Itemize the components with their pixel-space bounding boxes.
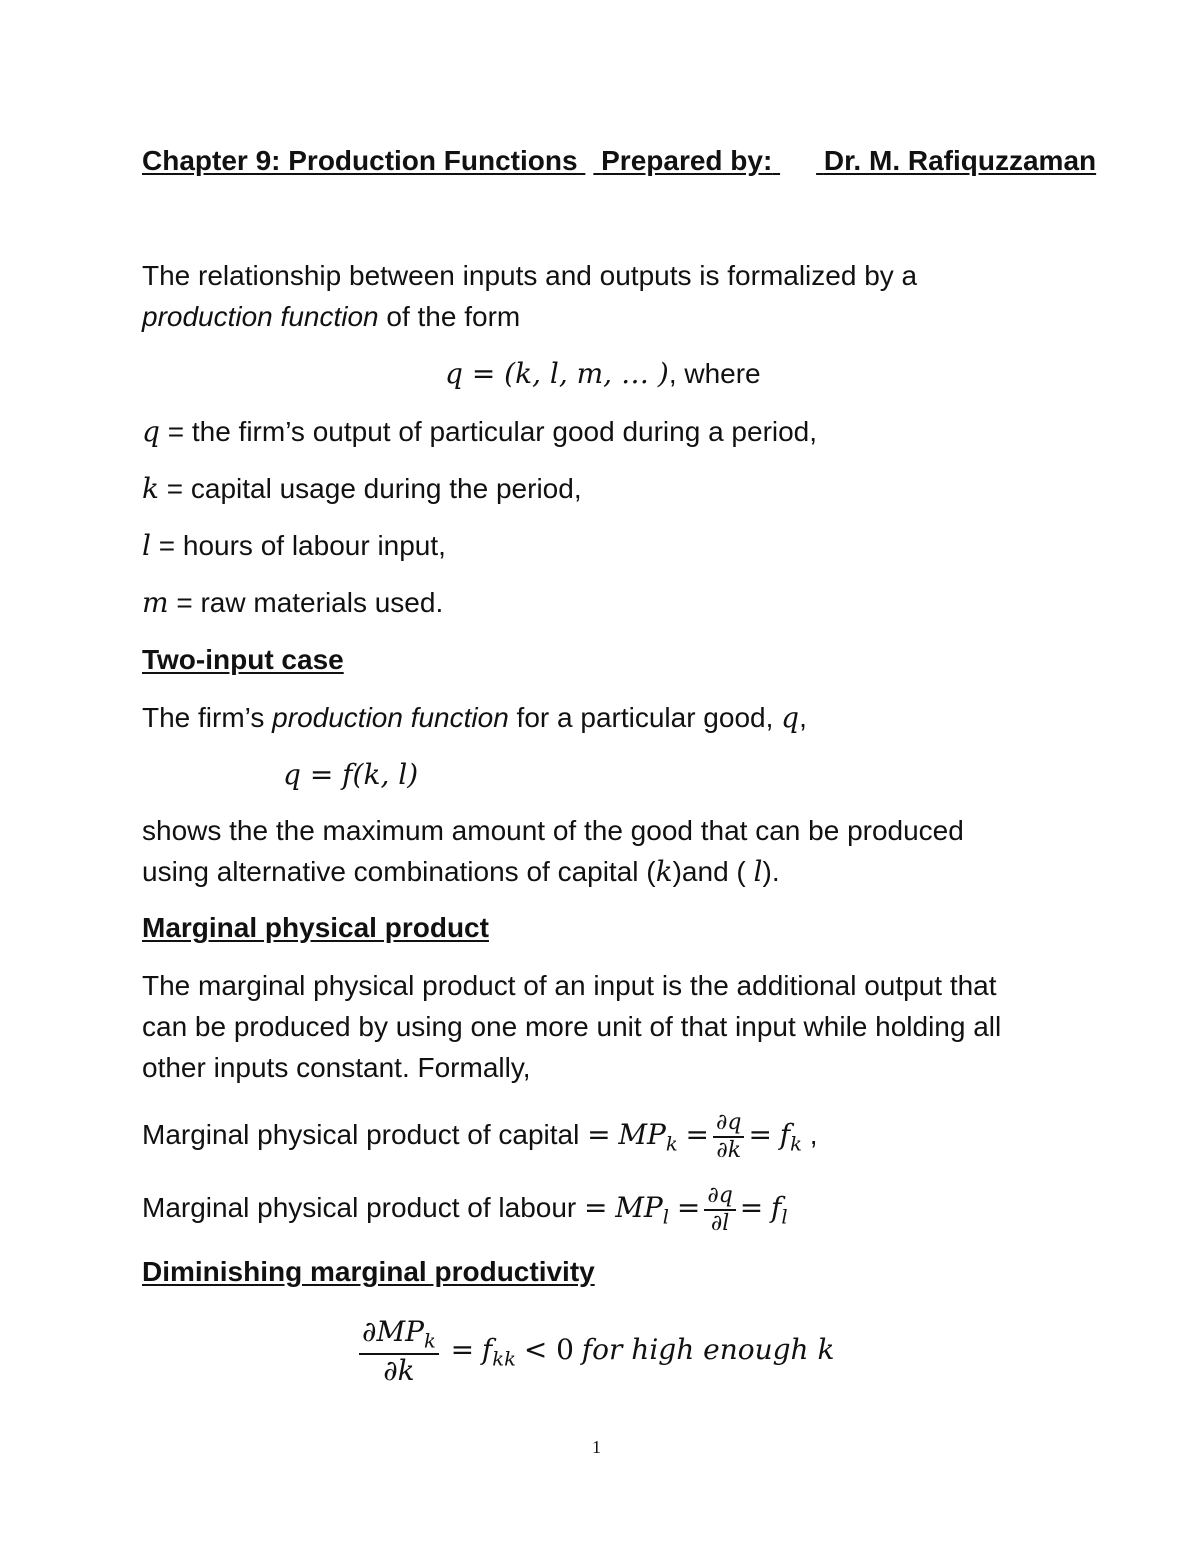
production-function-term: production function	[272, 702, 509, 733]
marginal-heading: Marginal physical product	[142, 912, 489, 943]
text-span: The firm’s	[142, 702, 273, 733]
mp-labour-equation: Marginal physical product of labour = $MP_l$ = $\frac{\partial q}{\partial l}$ = $f_l$	[142, 1183, 788, 1236]
text-span: ).	[762, 856, 780, 887]
page-number: 1	[592, 1437, 601, 1457]
diminishing-equation: $\frac{\partial MP_k}{\partial k}$ = $f_{kk} < 0$ for high enough k	[355, 1310, 834, 1400]
text-span: )and (	[672, 856, 754, 887]
partial-q-over-partial-l: $\frac{\partial q}{\partial l}$	[704, 1183, 735, 1236]
math-symbol: l	[753, 855, 763, 888]
definition-k	[142, 471, 582, 507]
two-input-line-1	[142, 700, 807, 736]
definition-text: = raw materials used.	[168, 587, 444, 618]
definition-l	[142, 528, 446, 564]
intro-formula	[445, 356, 761, 392]
mp-labour-label: Marginal physical product of labour	[142, 1192, 577, 1223]
mp-capital-label: Marginal physical product of capital	[142, 1119, 580, 1150]
partial-q-over-partial-k: $\frac{\partial q}{\partial k}$	[713, 1110, 744, 1163]
definition-text: = capital usage during the period,	[158, 473, 582, 504]
partial-mpk-over-partial-k: $\frac{\partial MP_k}{\partial k}$	[359, 1316, 439, 1387]
mp-capital-equation: Marginal physical product of capital = $MP_k$ = $\frac{\partial q}{\partial k}$ = $f_k$ ,	[142, 1110, 818, 1163]
author-name: Dr. M. Rafiquzzaman	[823, 145, 1097, 176]
definition-symbol: q	[142, 415, 160, 448]
prepared-by-label: Prepared by:	[601, 145, 773, 176]
text-span: using alternative combinations of capital (	[142, 856, 656, 887]
diminishing-condition: for high enough k	[581, 1333, 835, 1366]
intro-line-2	[142, 299, 520, 335]
production-formula-general: q = (k, l, m, … )	[445, 357, 669, 390]
two-input-heading: Two-input case	[142, 644, 344, 675]
definition-q	[142, 414, 817, 450]
definition-m	[142, 585, 443, 621]
formula-suffix: , where	[668, 358, 761, 389]
marginal-line-1: The marginal physical product of an input is the additional output that	[142, 970, 997, 1001]
two-input-line-2: shows the the maximum amount of the good that can be produced	[142, 815, 964, 846]
marginal-line-3: other inputs constant. Formally,	[142, 1052, 531, 1083]
production-function-term: production function	[142, 301, 379, 332]
two-input-line-3	[142, 854, 780, 890]
production-formula-two-input: q = f(k, l)	[283, 758, 419, 791]
math-symbol: k	[655, 855, 673, 888]
intro-line-1: The relationship between inputs and outputs is formalized by a	[142, 260, 918, 291]
chapter-title: Chapter 9: Production Functions	[142, 145, 578, 176]
marginal-line-2: can be produced by using one more unit of that input while holding all	[142, 1011, 1002, 1042]
two-input-formula	[283, 757, 418, 793]
diminishing-heading: Diminishing marginal productivity	[142, 1256, 595, 1287]
definition-text: = the firm’s output of particular good during a period,	[159, 416, 818, 447]
definition-text: = hours of labour input,	[150, 530, 446, 561]
math-symbol: q	[781, 701, 800, 734]
definition-symbol: k	[142, 472, 159, 505]
text-span: for a particular good,	[508, 702, 782, 733]
document-header	[142, 143, 1096, 179]
intro-line-2-rest: of the form	[378, 301, 521, 332]
definition-symbol: l	[142, 529, 151, 562]
text-span: ,	[799, 702, 807, 733]
definition-symbol: m	[142, 586, 169, 619]
